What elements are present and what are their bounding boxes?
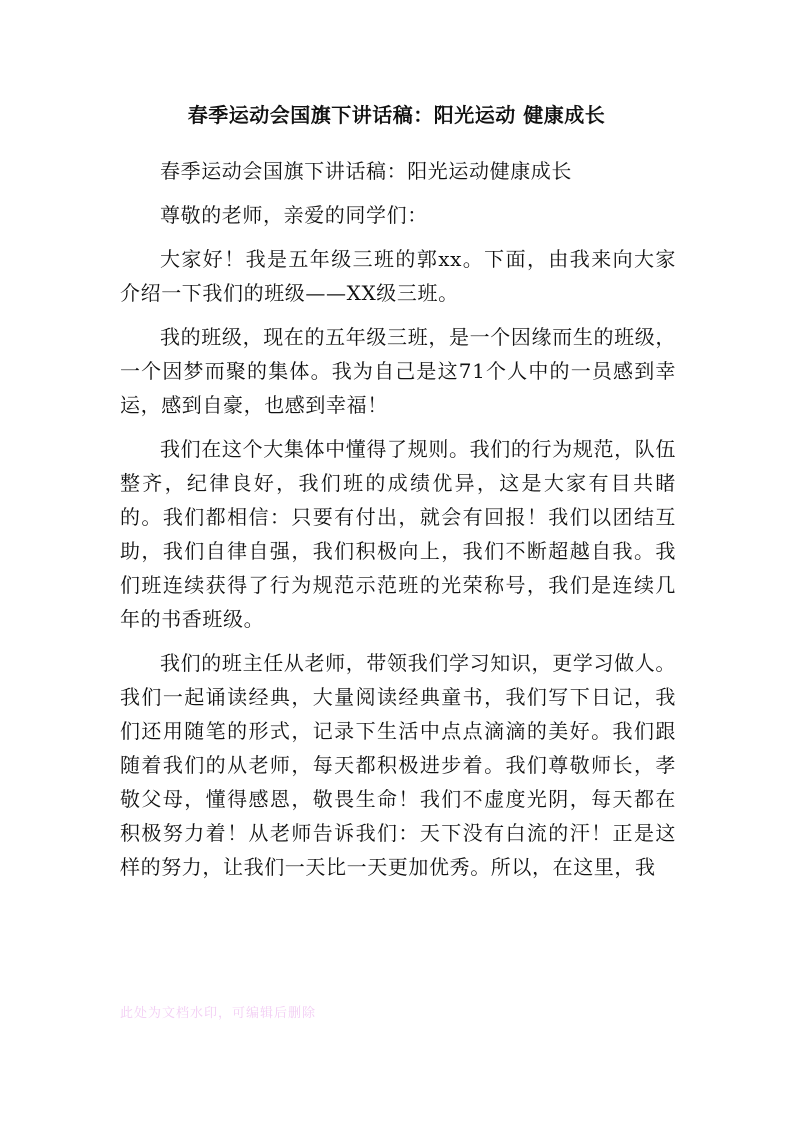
watermark-text: 此处为文档水印，可编辑后删除: [120, 1005, 317, 1020]
paragraph-rules: 我们在这个大集体中懂得了规则。我们的行为规范，队伍整齐，纪律良好，我们班的成绩优异，这是大家有目共睹的。我们都相信：只要有付出，就会有回报！我们以团结互助，我们自律自强，我们积极向上，我们不断超越自我。我们班连续获得了行为规范示范班的光荣称号，我们是连续几年的书香班级。: [120, 437, 676, 631]
paragraph-subtitle: 春季运动会国旗下讲话稿：阳光运动健康成长: [160, 159, 572, 183]
paragraph-salutation: 尊敬的老师，亲爱的同学们：: [160, 203, 428, 227]
paragraph-class-intro: 我的班级，现在的五年级三班，是一个因缘而生的班级，一个因梦而聚的集体。我为自己是这71个人中的一员感到幸运，感到自豪，也感到幸福！: [120, 325, 676, 417]
document-body: [120, 154, 676, 894]
paragraph-greeting: 大家好！我是五年级三班的郭xx。下面，由我来向大家介绍一下我们的班级——XX级三班。: [120, 247, 676, 305]
paragraph-teacher: 我们的班主任从老师，带领我们学习知识，更学习做人。我们一起诵读经典，大量阅读经典童书，我们写下日记，我们还用随笔的形式，记录下生活中点点滴滴的美好。我们跟随着我们的从老师，每天都积极进步着。我们尊敬师长，孝敬父母，懂得感恩，敬畏生命！我们不虚度光阴，每天都在积极努力着！从老师告诉我们：天下没有白流的汗！正是这样的努力，让我们一天比一天更加优秀。所以，在这里，我: [120, 651, 676, 879]
document-title: 春季运动会国旗下讲话稿：阳光运动 健康成长: [187, 103, 606, 127]
